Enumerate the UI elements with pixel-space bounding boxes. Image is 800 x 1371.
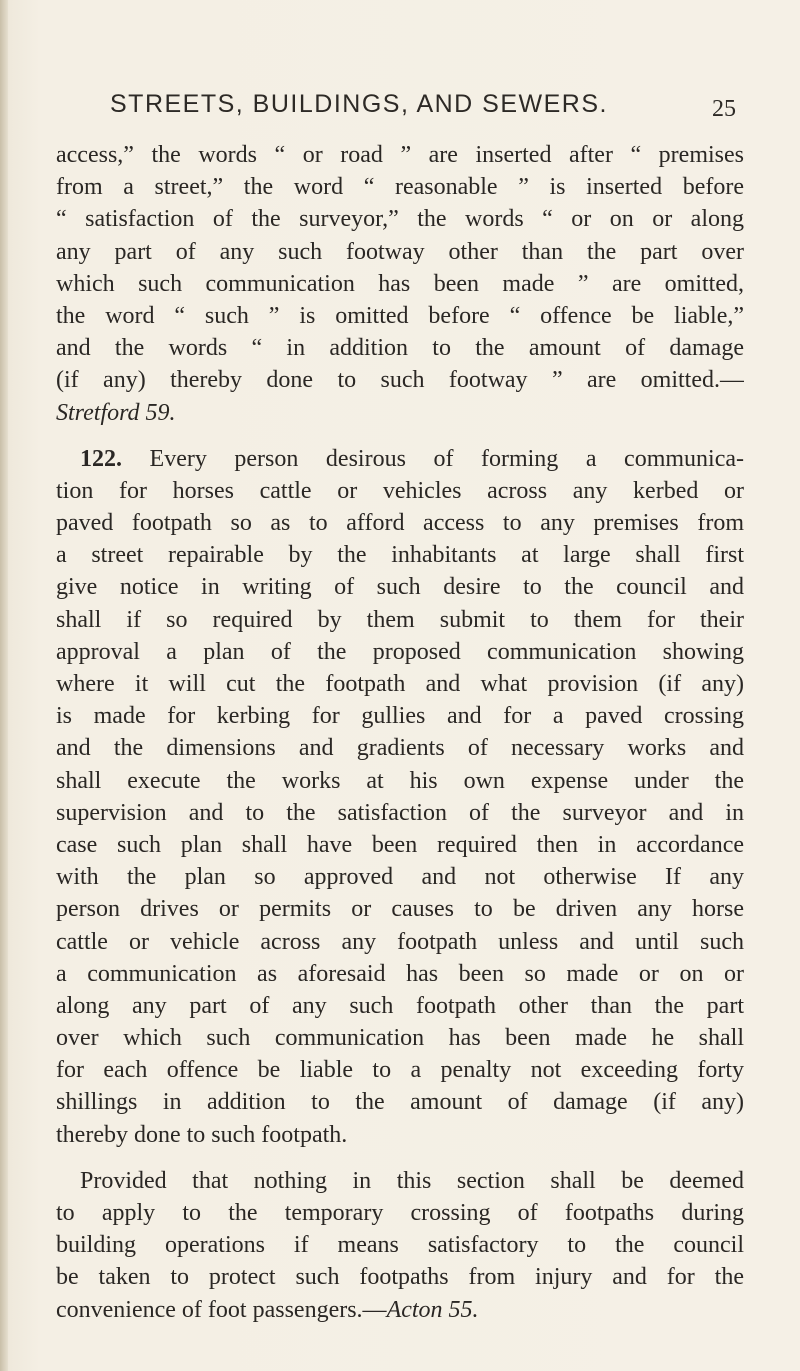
- running-head: STREETS, BUILDINGS, AND SEWERS.: [110, 90, 608, 118]
- text-line: shall execute the works at his own expense under the: [56, 767, 744, 794]
- text-line: Provided that nothing in this section shall be deemed: [80, 1167, 744, 1194]
- text-line: and the dimensions and gradients of necessary works and: [56, 735, 744, 762]
- text-line: a communication as aforesaid has been so made or on or: [56, 960, 744, 987]
- text-line: over which such communication has been made he shall: [56, 1025, 744, 1052]
- text-line: any part of any such footway other than the part over: [56, 238, 744, 265]
- text-line: [56, 443, 744, 475]
- page-number: 25: [712, 96, 736, 122]
- body-text: [56, 139, 744, 1326]
- text-line: shall if so required by them submit to them for their: [56, 606, 744, 633]
- text-line: shillings in addition to the amount of damage (if any): [56, 1089, 744, 1116]
- text-line: paved footpath so as to afford access to any premises from: [56, 510, 744, 537]
- paragraph-gap: [56, 429, 744, 443]
- text-line: along any part of any such footpath other than the part: [56, 992, 744, 1019]
- text-line: where it will cut the footpath and what provision (if any): [56, 671, 744, 697]
- text-line: building operations if means satisfactory to the council: [56, 1232, 744, 1259]
- citation: Acton 55.: [386, 1296, 479, 1323]
- text-line: from a street,” the word “ reasonable ” is inserted before: [56, 174, 744, 201]
- text-line: [56, 397, 744, 429]
- text-line: cattle or vehicle across any footpath unless and until such: [56, 928, 744, 955]
- page-gutter-shadow: [0, 0, 8, 1371]
- text-line: tion for horses cattle or vehicles across any kerbed or: [56, 477, 744, 504]
- text-fragment: convenience of foot passengers.—: [56, 1296, 387, 1323]
- text-line: access,” the words “ or road ” are inserted after “ premises: [56, 142, 744, 168]
- text-line: be taken to protect such footpaths from injury and for the: [56, 1264, 744, 1291]
- text-line: which such communication has been made ” are omitted,: [56, 270, 744, 297]
- text-line: the word “ such ” is omitted before “ offence be liable,”: [56, 302, 744, 329]
- text-line: case such plan shall have been required then in accordance: [56, 831, 744, 858]
- text-line: give notice in writing of such desire to the council and: [56, 574, 744, 601]
- text-line: “ satisfaction of the surveyor,” the words “ or on or along: [56, 206, 744, 233]
- text-line: person drives or permits or causes to be driven any horse: [56, 896, 744, 923]
- section-number: 122.: [80, 445, 122, 472]
- text-line: approval a plan of the proposed communication showing: [56, 638, 744, 665]
- text-line: thereby done to such footpath.: [56, 1121, 348, 1148]
- text-line: is made for kerbing for gullies and for a paved crossing: [56, 703, 744, 730]
- citation: Stretford 59.: [56, 399, 176, 426]
- text-line: [56, 1294, 744, 1326]
- text-line: supervision and to the satisfaction of the surveyor and in: [56, 799, 744, 826]
- text-line: and the words “ in addition to the amount of damage: [56, 335, 744, 362]
- section-text: Every person desirous of forming a communica-: [149, 445, 744, 472]
- text-line: a street repairable by the inhabitants at large shall first: [56, 542, 744, 569]
- paragraph-gap: [56, 1151, 744, 1165]
- text-line: to apply to the temporary crossing of footpaths during: [56, 1200, 744, 1226]
- text-line: (if any) thereby done to such footway ” are omitted.—: [56, 367, 744, 394]
- text-line: with the plan so approved and not otherwise If any: [56, 864, 744, 891]
- text-line: for each offence be liable to a penalty not exceeding forty: [56, 1057, 744, 1084]
